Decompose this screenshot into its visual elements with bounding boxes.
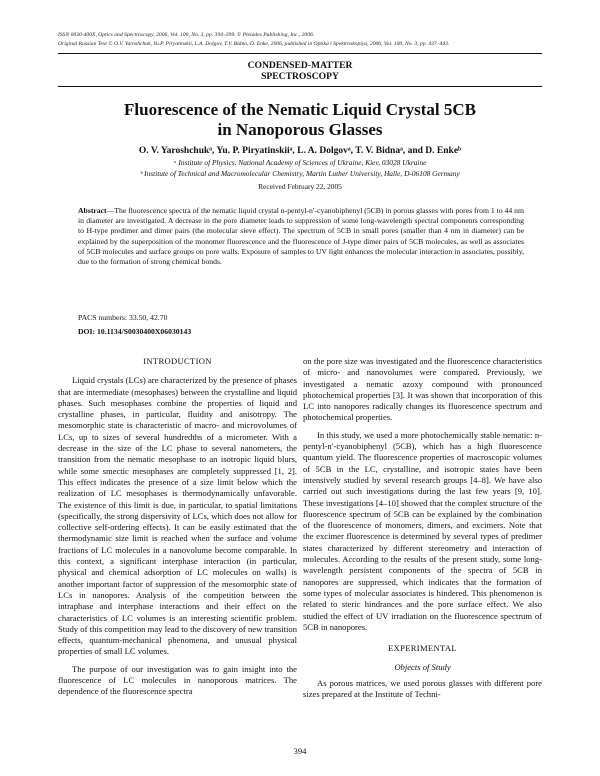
abstract <box>78 206 524 267</box>
section-label-line-1: CONDENSED-MATTER <box>247 60 353 71</box>
paragraph: Liquid crystals (LCs) are characterized by the presence of phases that are intermediate (mesophases) between the crystalline and liquid phases. Such mesophases combine the properties of liquid and crystalline phases, in particular, fluidity and anisotropy. The mesomorphic state is characteristic of macro- and microvolumes of LCs, up to sizes of several hundredths of a micrometer. With a decrease in the size of the LC phase to several nanometers, the transition from the nematic mesophase to an isotropic liquid blurs, while some smectic mesophases are completely suppressed [1, 2]. This effect indicates the presence of a size limit below which the realization of LC mesophases is thermodynamically unfavorable. The existence of this limit is due, in particular, to spatial limitations (specifically, the strong dispersivity of LCs, which does not allow for collective self-ordering effects). It can be easily estimated that the thermodynamic size limit is reached when the surface and volume fractions of LC molecules in a nanovolume become comparable. In this context, a significant interphase interaction (in particular, physical and chemical adsorption of LC molecules on walls) is another important factor of suppression of the mesomorphic state of LCs in nanopores. Analysis of the competition between the intraphase and interphase interactions and their effect on the characteristics of LC volumes is an interesting scientific problem. Study of this competition may lead to the discovery of new transition effects, quantum-mechanical phenomena, and unusual physical properties of small LC volumes. <box>58 375 297 657</box>
journal-header <box>58 31 548 49</box>
paragraph: In this study, we used a more photochemically stable nematic: n-pentyl-n′-cyanobiphenyl (5CB), which has a high fluorescence quantum yield. The fluorescence properties of macroscopic volumes of 5CB in the LC, crystalline, and isotropic states have been intensively studied by several research groups [4–8]. We have also carried out such investigations during the last few years [9, 10]. These investigations [4–10] showed that the complex structure of the fluorescence spectrum of 5CB can be explained by the combination of the fluorescence of monomers, dimers, and excimers. Note that the excimer fluorescence is determined by several types of predimer states characterized by different stereometry and interaction of molecules. According to the results of the present study, some long-wavelength persistent components of the spectra of 5CB in nanopores are suppressed, which indicates that the formation of some types of molecular associates is hindered. This phenomenon is related to steric hindrances and the pore surface effect. We also studied the effect of UV irradiation on the fluorescence spectrum of 5CB in nanopores. <box>303 429 542 632</box>
journal-header-line-1: ISSN 0030-400X, Optics and Spectroscopy, 2006, Vol. 100, No. 3, pp. 394–399. © Pleiades Publishing, Inc., 2006. <box>58 32 315 38</box>
abstract-label: Abstract <box>78 206 107 215</box>
paragraph: The purpose of our investigation was to gain insight into the fluorescence of LC molecules in nanoporous matrices. The dependence of the fluorescence spectra <box>58 663 297 697</box>
affiliation-a: ᵃ Institute of Physics, National Academy of Sciences of Ukraine, Kiev, 03028 Ukraine <box>173 158 427 167</box>
affiliation-b: ᵇ Institute of Technical and Macromolecular Chemistry, Martin Luther University, Halle, D-06108 Germany <box>140 169 460 178</box>
page-number: 394 <box>293 746 307 756</box>
right-column <box>303 356 542 700</box>
section-label-line-2: SPECTROSCOPY <box>261 71 339 82</box>
journal-header-line-2: Original Russian Text © O.V. Yaroshchuk, Yu.P. Piryatinskii, L.A. Dolgov, T.V. Bidna, D. Enke, 2006, published in Optika i Spektroskopiya, 2006, Vol. 100, No. 3, pp. 437–443. <box>58 41 450 47</box>
paper-title-line-1: Fluorescence of the Nematic Liquid Crystal 5CB <box>124 100 476 119</box>
section-heading-experimental: EXPERIMENTAL <box>388 643 457 654</box>
pacs-numbers: PACS numbers: 33.50, 42.70 <box>78 313 168 322</box>
left-column <box>58 356 297 698</box>
paper-title-line-2: in Nanoporous Glasses <box>217 120 383 139</box>
doi: DOI: 10.1134/S0030400X06030143 <box>78 327 192 336</box>
header-rule-top <box>58 53 542 54</box>
section-label <box>200 60 400 82</box>
abstract-text: —The fluorescence spectra of the nematic liquid crystal n-pentyl-n′-cyanobiphenyl (5CB) in porous glasses with pores from 1 to 44 nm in diameter are investigated. A decrease in the pore diameter leads to suppression of some long-wavelength spectral components corresponding to H-type predimer and dimer pairs (the molecular sieve effect). The spectrum of 5CB in small pores (smaller than 4 nm in diameter) can be explained by the superposition of the monomer fluorescence and the fluorescence of J-type dimer pairs of 5CB molecules, as well as associates of 5CB molecules and surface groups on pore walls. Exposure of samples to UV light enhances the molecular interaction in associates, possibly, due to the formation of strong chemical bonds. <box>78 206 524 267</box>
author-list: O. V. Yaroshchukᵃ, Yu. P. Piryatinskiiᵃ, L. A. Dolgovᵃ, T. V. Bidnaᵃ, and D. Enkeᵇ <box>138 146 462 156</box>
paragraph: As porous matrices, we used porous glasses with different pore sizes prepared at the Institute of Techni- <box>303 677 542 700</box>
header-rule-bottom <box>58 86 542 87</box>
received-date: Received February 22, 2005 <box>258 182 342 191</box>
section-heading-introduction: INTRODUCTION <box>143 356 212 366</box>
paper-title <box>80 100 520 140</box>
subsection-heading-objects: Objects of Study <box>394 662 451 673</box>
paragraph: on the pore size was investigated and the fluorescence characteristics of micro- and nanovolumes were compared. Previously, we investigated a nematic azoxy compound with pronounced photochemical properties [3]. It was shown that incorporation of this LC into nanopores radically changes its fluorescence spectrum and photochemical properties. <box>303 356 542 423</box>
